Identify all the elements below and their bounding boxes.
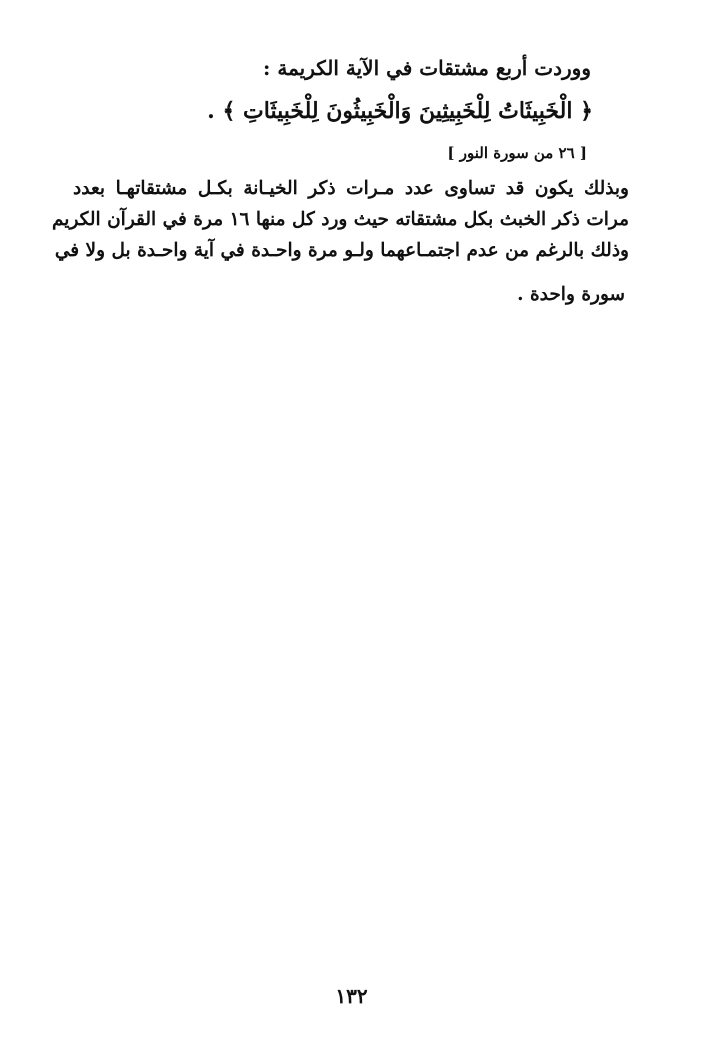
paragraph-line: مرات ذكر الخبث بكل مشتقاته حيث ورد كل منها ١٦ مرة في القرآن الكريم [51,209,629,230]
paragraph-line: وبذلك يكون قد تساوى عدد مـرات ذكر الخيـانة بكـل مشتقاتهـا بعدد [73,178,629,199]
page-number: ١٣٢ [335,984,368,1008]
verse-reference: [ ٢٦ من سورة النور ] [447,144,587,162]
paragraph-line-last: سورة واحدة . [517,284,625,305]
intro-line: ووردت أربع مشتقات في الآية الكريمة : [263,56,591,80]
paragraph-line: وذلك بالرغم من عدم اجتمـاعهما ولـو مرة واحـدة في آية واحـدة بل ولا في [54,240,629,261]
quran-verse: ﴿ الْخَبِيثَاتُ لِلْخَبِيثِينَ وَالْخَبِيثُونَ لِلْخَبِيثَاتِ ﴾ . [207,98,593,124]
